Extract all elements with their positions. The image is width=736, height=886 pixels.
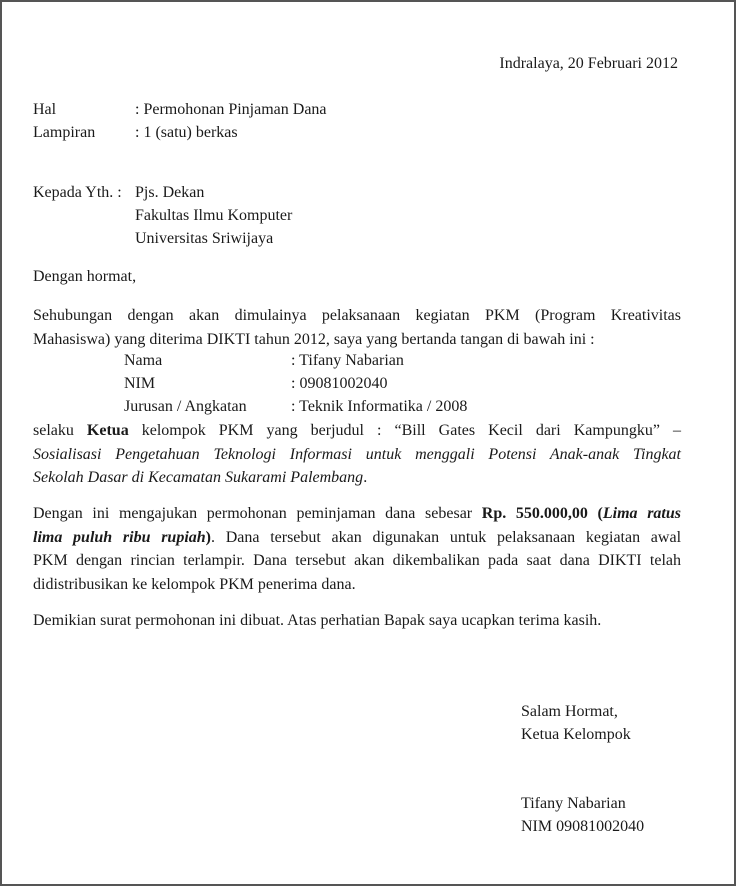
role-bold-word: Ketua	[86, 422, 129, 439]
subject-label: Hal	[33, 101, 57, 118]
role-prefix: selaku	[33, 422, 74, 439]
signature-position: Ketua Kelompok	[521, 726, 631, 743]
intro-paragraph	[33, 304, 681, 351]
request-text: Dengan ini mengajukan permohonan peminjaman dana sebesar	[33, 505, 473, 522]
amount-words-2: lima puluh ribu rupiah	[33, 528, 206, 546]
request-line-1	[33, 502, 681, 526]
signature-nim: NIM 09081002040	[521, 818, 645, 835]
amount-words-1: Lima ratus	[602, 505, 681, 522]
identity-major-value: : Teknik Informatika / 2008	[291, 398, 468, 415]
closing-paragraph: Demikian surat permohonan ini dibuat. Atas perhatian Bapak saya ucapkan terima kasih.	[33, 612, 602, 629]
recipient-line-1: Pjs. Dekan	[135, 184, 205, 201]
role-line-2: Sosialisasi Pengetahuan Teknologi Informasi untuk menggali Potensi Anak-anak Tingkat	[33, 445, 681, 463]
identity-nim-value: : 09081002040	[291, 375, 388, 392]
role-end: .	[363, 469, 368, 486]
attachment-value: : 1 (satu) berkas	[135, 124, 238, 141]
intro-line-2: Mahasiswa) yang diterima DIKTI tahun 2012, saya yang bertanda tangan di bawah ini :	[33, 330, 595, 348]
role-paragraph	[33, 419, 681, 490]
signature-salutation: Salam Hormat,	[521, 703, 618, 720]
identity-major-label: Jurusan / Angkatan	[124, 398, 247, 415]
role-line-3	[33, 466, 681, 490]
request-line-3: PKM dengan rincian terlampir. Dana tersebut akan dikembalikan pada saat dana DIKTI telah	[33, 552, 681, 569]
attachment-label: Lampiran	[33, 124, 96, 141]
identity-name-value: : Tifany Nabarian	[291, 352, 404, 369]
request-line-2	[33, 526, 681, 550]
amount-open-paren: (	[597, 505, 603, 522]
subject-value: : Permohonan Pinjaman Dana	[135, 101, 327, 118]
intro-line-1: Sehubungan dengan akan dimulainya pelaksanaan kegiatan PKM (Program Kreativitas	[33, 307, 681, 324]
role-line-1	[33, 419, 681, 443]
recipient-line-2: Fakultas Ilmu Komputer	[135, 207, 293, 224]
identity-nim-label: NIM	[124, 375, 156, 392]
greeting: Dengan hormat,	[33, 268, 137, 285]
role-title-end: Sekolah Dasar di Kecamatan Sukarami Palembang	[33, 469, 364, 486]
request-paragraph	[33, 502, 681, 596]
request-line-4: didistribusikan ke kelompok PKM penerima dana.	[33, 575, 356, 593]
request-usage: . Dana tersebut akan digunakan untuk pelaksanaan kegiatan awal	[211, 528, 682, 546]
request-amount: Rp. 550.000,00	[481, 505, 588, 522]
role-title: kelompok PKM yang berjudul : “Bill Gates Kecil dari Kampungku” –	[141, 422, 681, 439]
signature-name: Tifany Nabarian	[521, 795, 626, 812]
identity-name-label: Nama	[124, 352, 163, 369]
recipient-label: Kepada Yth. :	[33, 184, 122, 201]
amount-close-paren: )	[205, 528, 211, 546]
recipient-line-3: Universitas Sriwijaya	[135, 230, 274, 247]
place-date: Indralaya, 20 Februari 2012	[499, 55, 678, 72]
